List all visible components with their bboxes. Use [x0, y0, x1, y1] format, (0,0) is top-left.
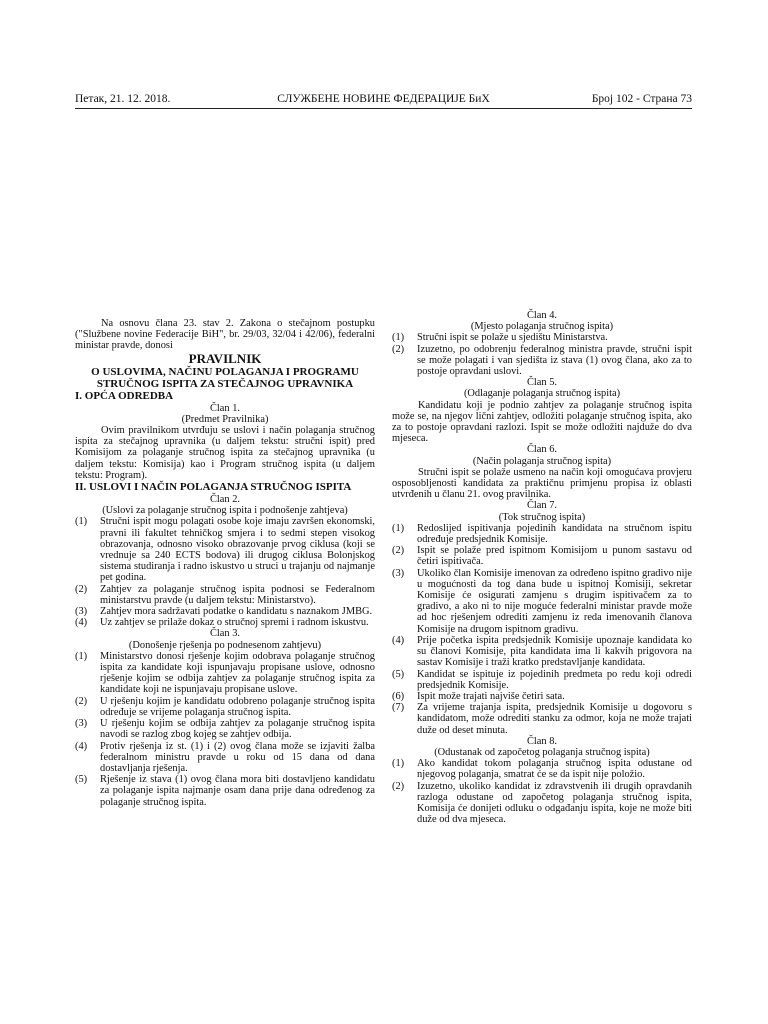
- article-2-item: [75, 584, 375, 606]
- item-number: (7): [392, 702, 405, 714]
- article-5-heading: Član 5.: [526, 377, 557, 389]
- item-text: Kandidat se ispituje iz pojedinih predmeta po redu koji odredi predsjednik Komisije.: [417, 668, 692, 691]
- item-number: (6): [392, 690, 405, 702]
- article-2-item: [75, 516, 375, 583]
- article-3-item: [75, 651, 375, 696]
- article-7-item: [392, 702, 692, 736]
- item-text: Zahtjev za polaganje stručnog ispita podnosi se Federalnom ministarstvu pravde (u daljem tekstu: Ministarstvo).: [100, 583, 375, 606]
- item-number: (1): [392, 332, 405, 344]
- article-7-item: [392, 635, 692, 669]
- item-text: Rješenje iz stava (1) ovog člana mora biti dostavljeno kandidatu za polaganje ispita najmanje osam dana prije dana određenog za polaganje stručnog ispita.: [100, 774, 375, 808]
- item-number: (1): [392, 758, 405, 770]
- article-8-item: [392, 758, 692, 780]
- intro-paragraph: Na osnovu člana 23. stav 2. Zakona o stečajnom postupku ("Službene novine Federacije BiH", br. 29/03, 32/04 i 42/06), federalni ministar pravde, donosi: [75, 318, 375, 352]
- header-rule: [75, 108, 692, 109]
- article-2-subheading: (Uslovi za polaganje stručnog ispita i podnošenje zahtjeva): [102, 505, 348, 517]
- article-4-heading: Član 4.: [526, 310, 557, 321]
- section-heading-1: I. OPĆA ODREDBA: [75, 389, 174, 402]
- item-text: Redoslijed ispitivanja pojedinih kandidata na stručnom ispitu određuje predsjednik Komisije.: [417, 522, 692, 546]
- header-page-number: Број 102 - Страна 73: [591, 93, 692, 105]
- article-2-item: [75, 617, 375, 628]
- item-text: Uz zahtjev se prilaže dokaz o stručnoj spremi i radnom iskustvu.: [100, 617, 369, 629]
- article-5-text: Kandidatu koji je podnio zahtjev za polaganje stručnog ispita može se, na njegov lični zahtjev, odložiti polaganje stručnog ispita, ako za to postoje opravdani razlozi. Ispit se može odložiti najduže do dva mjeseca.: [392, 399, 692, 445]
- article-7-item: [392, 669, 692, 691]
- item-number: (4): [75, 617, 88, 629]
- page-header: [75, 92, 692, 108]
- document-subtitle: O USLOVIMA, NAČINU POLAGANJA I PROGRAMU STRUČNOG ISPITA ZA STEČAJNOG UPRAVNIKA: [91, 365, 359, 390]
- article-2-heading: Član 2.: [209, 494, 240, 506]
- item-text: Stručni ispit se polaže u sjedištu Ministarstva.: [417, 332, 608, 344]
- item-text: Za vrijeme trajanja ispita, predsjednik Komisije u dogovoru s kandidatom, može odrediti stanku za odmor, koja ne može trajati duže od deset minuta.: [417, 702, 692, 736]
- item-number: (2): [75, 583, 88, 595]
- article-7-item: [392, 691, 692, 702]
- article-3-item: [75, 741, 375, 775]
- document-title: PRAVILNIK: [188, 350, 262, 366]
- item-number: (3): [75, 718, 88, 730]
- item-text: Izuzetno, po odobrenju federalnog ministra pravde, stručni ispit se može polagati i van sjedišta iz stava (1) ovog člana, ako za to postoje opravdani uslovi.: [417, 343, 692, 378]
- item-text: Ispit može trajati najviše četiri sata.: [417, 690, 565, 702]
- right-column: [392, 310, 692, 825]
- article-4-item: [392, 344, 692, 378]
- item-number: (4): [75, 740, 88, 752]
- item-text: Izuzetno, ukoliko kandidat iz zdravstvenih ili drugih opravdanih razloga odustane od započetog polaganja stručnog ispita, Komisija će donijeti odluku o odgađanju ispita, koje ne može biti duže od dva mjeseca.: [417, 780, 692, 826]
- item-number: (2): [392, 780, 405, 792]
- header-date: Петак, 21. 12. 2018.: [75, 93, 171, 105]
- article-3-heading: Član 3.: [209, 628, 240, 640]
- header-gazette-title: СЛУЖБЕНЕ НОВИНЕ ФЕДЕРАЦИЈЕ БиХ: [277, 93, 490, 105]
- article-3-item: [75, 696, 375, 718]
- item-number: (1): [75, 516, 88, 528]
- article-1-subheading: (Predmet Pravilnika): [181, 413, 269, 425]
- item-number: (2): [75, 695, 88, 707]
- item-text: U rješenju kojim se odbija zahtjev za polaganje stručnog ispita navodi se razlog zbog kojeg se zahtjev odbija.: [100, 718, 375, 741]
- article-3-item: [75, 774, 375, 808]
- article-3-subheading: (Donošenje rješenja po podnesenom zahtjevu): [128, 639, 322, 651]
- item-text: Ukoliko član Komisije imenovan za određeno ispitno gradivo nije u mogućnosti da tog dana bude u ispitnoj Komisiji, sekretar Komisije će osigurati zamjenu s drugim ispitivačem za to gradivo, a ako ni to nije moguće federalni ministar pravde može ad hoc rješenjem odrediti zamjenu iz reda imenovanih članova Komisije na drugom ispitnom gradivu.: [417, 567, 692, 635]
- article-7-item: [392, 523, 692, 545]
- article-8-item: [392, 781, 692, 826]
- item-text: Zahtjev mora sadržavati podatke o kandidatu s naznakom JMBG.: [100, 606, 373, 618]
- article-6-heading: Član 6.: [526, 444, 557, 456]
- article-2-item: [75, 606, 375, 617]
- article-7-item: [392, 568, 692, 635]
- article-7-heading: Član 7.: [526, 500, 557, 512]
- left-column: [75, 318, 375, 808]
- article-6-text: Stručni ispit se polaže usmeno na način koji omogućava provjeru osposobljenosti kandidata za praktičnu primjenu propisa iz oblasti utvrđenih u članu 21. ovog pravilnika.: [392, 466, 692, 501]
- item-number: (1): [392, 522, 405, 534]
- article-4-subheading: (Mjesto polaganja stručnog ispita): [470, 321, 614, 333]
- item-text: U rješenju kojim je kandidatu odobreno polaganje stručnog ispita određuje se vrijeme polaganja stručnog ispita.: [100, 695, 375, 718]
- item-number: (5): [75, 774, 88, 786]
- item-number: (2): [392, 545, 405, 557]
- item-text: Ispit se polaže pred ispitnom Komisijom u punom sastavu od četiri ispitivača.: [417, 545, 692, 568]
- item-number: (1): [75, 650, 88, 662]
- article-7-item: [392, 545, 692, 567]
- section-heading-2: II. USLOVI I NAČIN POLAGANJA STRUČNOG ISPITA: [75, 481, 352, 494]
- article-1-text: Ovim pravilnikom utvrđuju se uslovi i način polaganja stručnog ispita za stečajnog upravnika (u daljem tekstu: stručni ispit) pred Komisijom za polaganje stručnog ispita za stečajnog upravnika (u daljem tekstu: Komisija) kao i Program stručnog ispita (u daljem tekstu: Program).: [75, 425, 375, 481]
- item-text: Ministarstvo donosi rješenje kojim odobrava polaganje stručnog ispita za kandidate koji ispunjavaju propisane uslove, odnosno rješenje kojim se odbija zahtjev za polaganje stručnog ispita za kandidate koji ne ispunjavaju propisane uslove.: [100, 650, 375, 696]
- article-8-heading: Član 8.: [526, 735, 557, 747]
- article-4-item: [392, 332, 692, 343]
- item-text: Ako kandidat tokom polaganja stručnog ispita odustane od njegovog polaganja, smatrat će se da ispit nije položio.: [417, 758, 692, 781]
- article-1-heading: Član 1.: [209, 402, 240, 414]
- article-6-subheading: (Način polaganja stručnog ispita): [472, 455, 612, 467]
- article-5-subheading: (Odlaganje polaganja stručnog ispita): [463, 388, 621, 400]
- item-text: Stručni ispit mogu polagati osobe koje imaju završen ekonomski, pravni ili fakultet tehničkog smjera i to sedmi stepen visokog obrazovanja, odnosno visoko obrazovanje prvog ciklusa (koji se vrednuje sa 240 ECTS bodova) ili drugog ciklusa Bolonjskog sistema studiranja i radno iskustvo u struci u trajanju od najmanje pet godina.: [100, 516, 375, 584]
- article-3-item: [75, 718, 375, 740]
- article-7-subheading: (Tok stručnog ispita): [498, 511, 586, 523]
- item-number: (4): [392, 634, 405, 646]
- item-text: Protiv rješenja iz st. (1) i (2) ovog člana može se izjaviti žalba federalnom ministru pravde u roku od 15 dana od dana dostavljanja rješenja.: [100, 740, 375, 774]
- item-text: Prije početka ispita predsjednik Komisije upoznaje kandidata ko su članovi Komisije, pita kandidata ima li kakvih prigovora na sastav Komisije i traži kratko predstavljanje kandidata.: [417, 634, 692, 669]
- item-number: (2): [392, 343, 405, 355]
- article-8-subheading: (Odustanak od započetog polaganja stručnog ispita): [434, 746, 650, 758]
- item-number: (5): [392, 668, 405, 680]
- item-number: (3): [392, 567, 405, 579]
- item-number: (3): [75, 606, 88, 618]
